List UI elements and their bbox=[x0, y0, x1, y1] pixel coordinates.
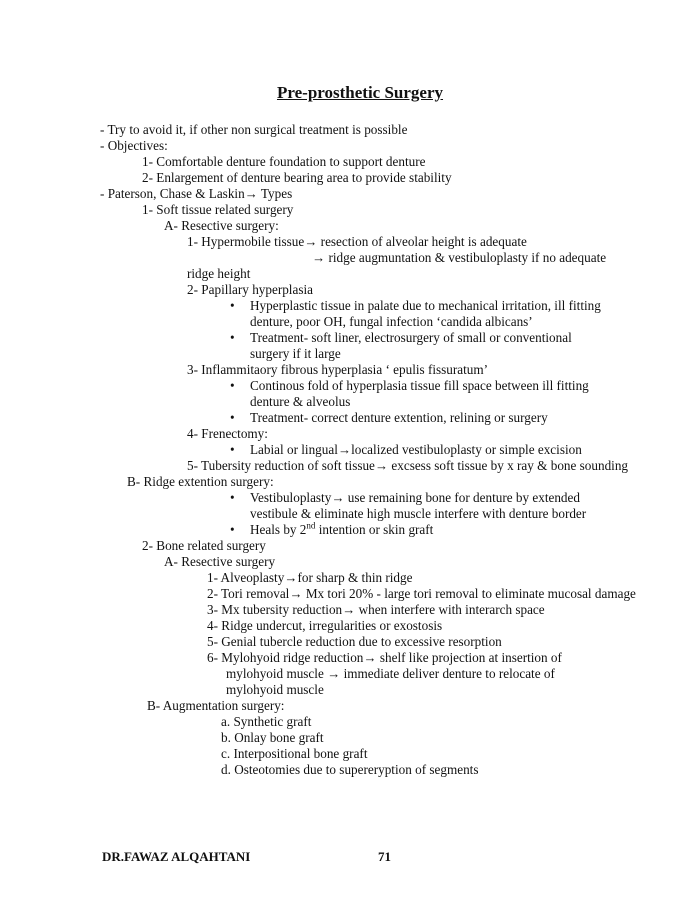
list-item: b. Onlay bone graft bbox=[221, 730, 324, 745]
bullet-item bbox=[230, 520, 640, 538]
page-number: 71 bbox=[378, 849, 391, 864]
document-body bbox=[100, 122, 640, 778]
list-item: 1- Comfortable denture foundation to support denture bbox=[142, 154, 426, 169]
bullet-item bbox=[230, 378, 620, 410]
section-heading: B- Augmentation surgery: bbox=[147, 698, 285, 713]
page-title: Pre-prosthetic Surgery bbox=[276, 83, 444, 102]
text-line: ridge height bbox=[187, 266, 251, 281]
bullet-text: Hyperplastic tissue in palate due to mechanical irritation, ill fitting denture, poor OH, fungal infection ‘candida albicans’ bbox=[250, 298, 601, 329]
bullet-item bbox=[230, 442, 640, 458]
superscript: nd bbox=[306, 520, 316, 531]
list-item: a. Synthetic graft bbox=[221, 714, 312, 729]
section-heading: A- Resective surgery bbox=[164, 554, 276, 569]
list-item: 1- Hypermobile tissue→ resection of alveolar height is adequate bbox=[187, 234, 527, 249]
list-item: 3- Inflammitaory fibrous hyperplasia ‘ epulis fissuratum’ bbox=[187, 362, 489, 377]
bullet-item bbox=[230, 330, 600, 362]
bullet-item bbox=[230, 490, 610, 522]
bullet-text: Continous fold of hyperplasia tissue fill space between ill fitting denture & alveolus bbox=[250, 378, 589, 409]
bullet-icon: • bbox=[230, 442, 235, 457]
section-heading: B- Ridge extention surgery: bbox=[127, 474, 274, 489]
list-item: 2- Tori removal→ Mx tori 20% - large tori removal to eliminate mucosal damage bbox=[207, 586, 636, 601]
bullet-icon: • bbox=[230, 490, 235, 505]
list-item: 1- Alveoplasty→for sharp & thin ridge bbox=[207, 570, 413, 585]
bullet-icon: • bbox=[230, 410, 235, 425]
list-item: 2- Enlargement of denture bearing area to provide stability bbox=[142, 170, 452, 185]
text-line: - Try to avoid it, if other non surgical treatment is possible bbox=[100, 122, 408, 137]
list-item: 2- Papillary hyperplasia bbox=[187, 282, 313, 297]
list-item: 5- Genial tubercle reduction due to excessive resorption bbox=[207, 634, 502, 649]
bullet-text: Treatment- soft liner, electrosurgery of small or conventional surgery if it large bbox=[250, 330, 572, 361]
bullet-icon: • bbox=[230, 298, 235, 313]
text-line: - Objectives: bbox=[100, 138, 168, 153]
text-line: - Paterson, Chase & Laskin→ Types bbox=[100, 186, 293, 201]
bullet-text-end: intention or skin graft bbox=[315, 522, 434, 537]
list-item: 4- Ridge undercut, irregularities or exostosis bbox=[207, 618, 443, 633]
bullet-icon: • bbox=[230, 330, 235, 345]
list-item: 2- Bone related surgery bbox=[142, 538, 266, 553]
bullet-text-start: Heals by 2 bbox=[250, 522, 307, 537]
bullet-item bbox=[230, 410, 640, 426]
list-item: 5- Tubersity reduction of soft tissue→ excsess soft tissue by x ray & bone sounding bbox=[187, 458, 629, 473]
list-item: d. Osteotomies due to supereryption of segments bbox=[221, 762, 479, 777]
list-item: 1- Soft tissue related surgery bbox=[142, 202, 294, 217]
bullet-text: Labial or lingual→localized vestibuloplasty or simple excision bbox=[250, 442, 582, 457]
bullet-text: Treatment- correct denture extention, relining or surgery bbox=[250, 410, 548, 425]
list-item: 3- Mx tubersity reduction→ when interfere with interarch space bbox=[207, 602, 545, 617]
text-line: → ridge augmuntation & vestibuloplasty if no adequate bbox=[312, 250, 607, 265]
list-item: 4- Frenectomy: bbox=[187, 426, 268, 441]
bullet-icon: • bbox=[230, 378, 235, 393]
list-item: 6- Mylohyoid ridge reduction→ shelf like projection at insertion of mylohyoid muscle → immediate deliver denture to relocate of mylohyoid muscle bbox=[207, 650, 562, 697]
section-heading: A- Resective surgery: bbox=[164, 218, 279, 233]
bullet-icon: • bbox=[230, 522, 235, 537]
list-item: c. Interpositional bone graft bbox=[221, 746, 368, 761]
footer-author: DR.FAWAZ ALQAHTANI bbox=[102, 849, 251, 864]
bullet-item bbox=[230, 298, 630, 330]
bullet-text: Vestibuloplasty→ use remaining bone for denture by extended vestibule & eliminate high muscle interfere with denture border bbox=[250, 490, 587, 521]
